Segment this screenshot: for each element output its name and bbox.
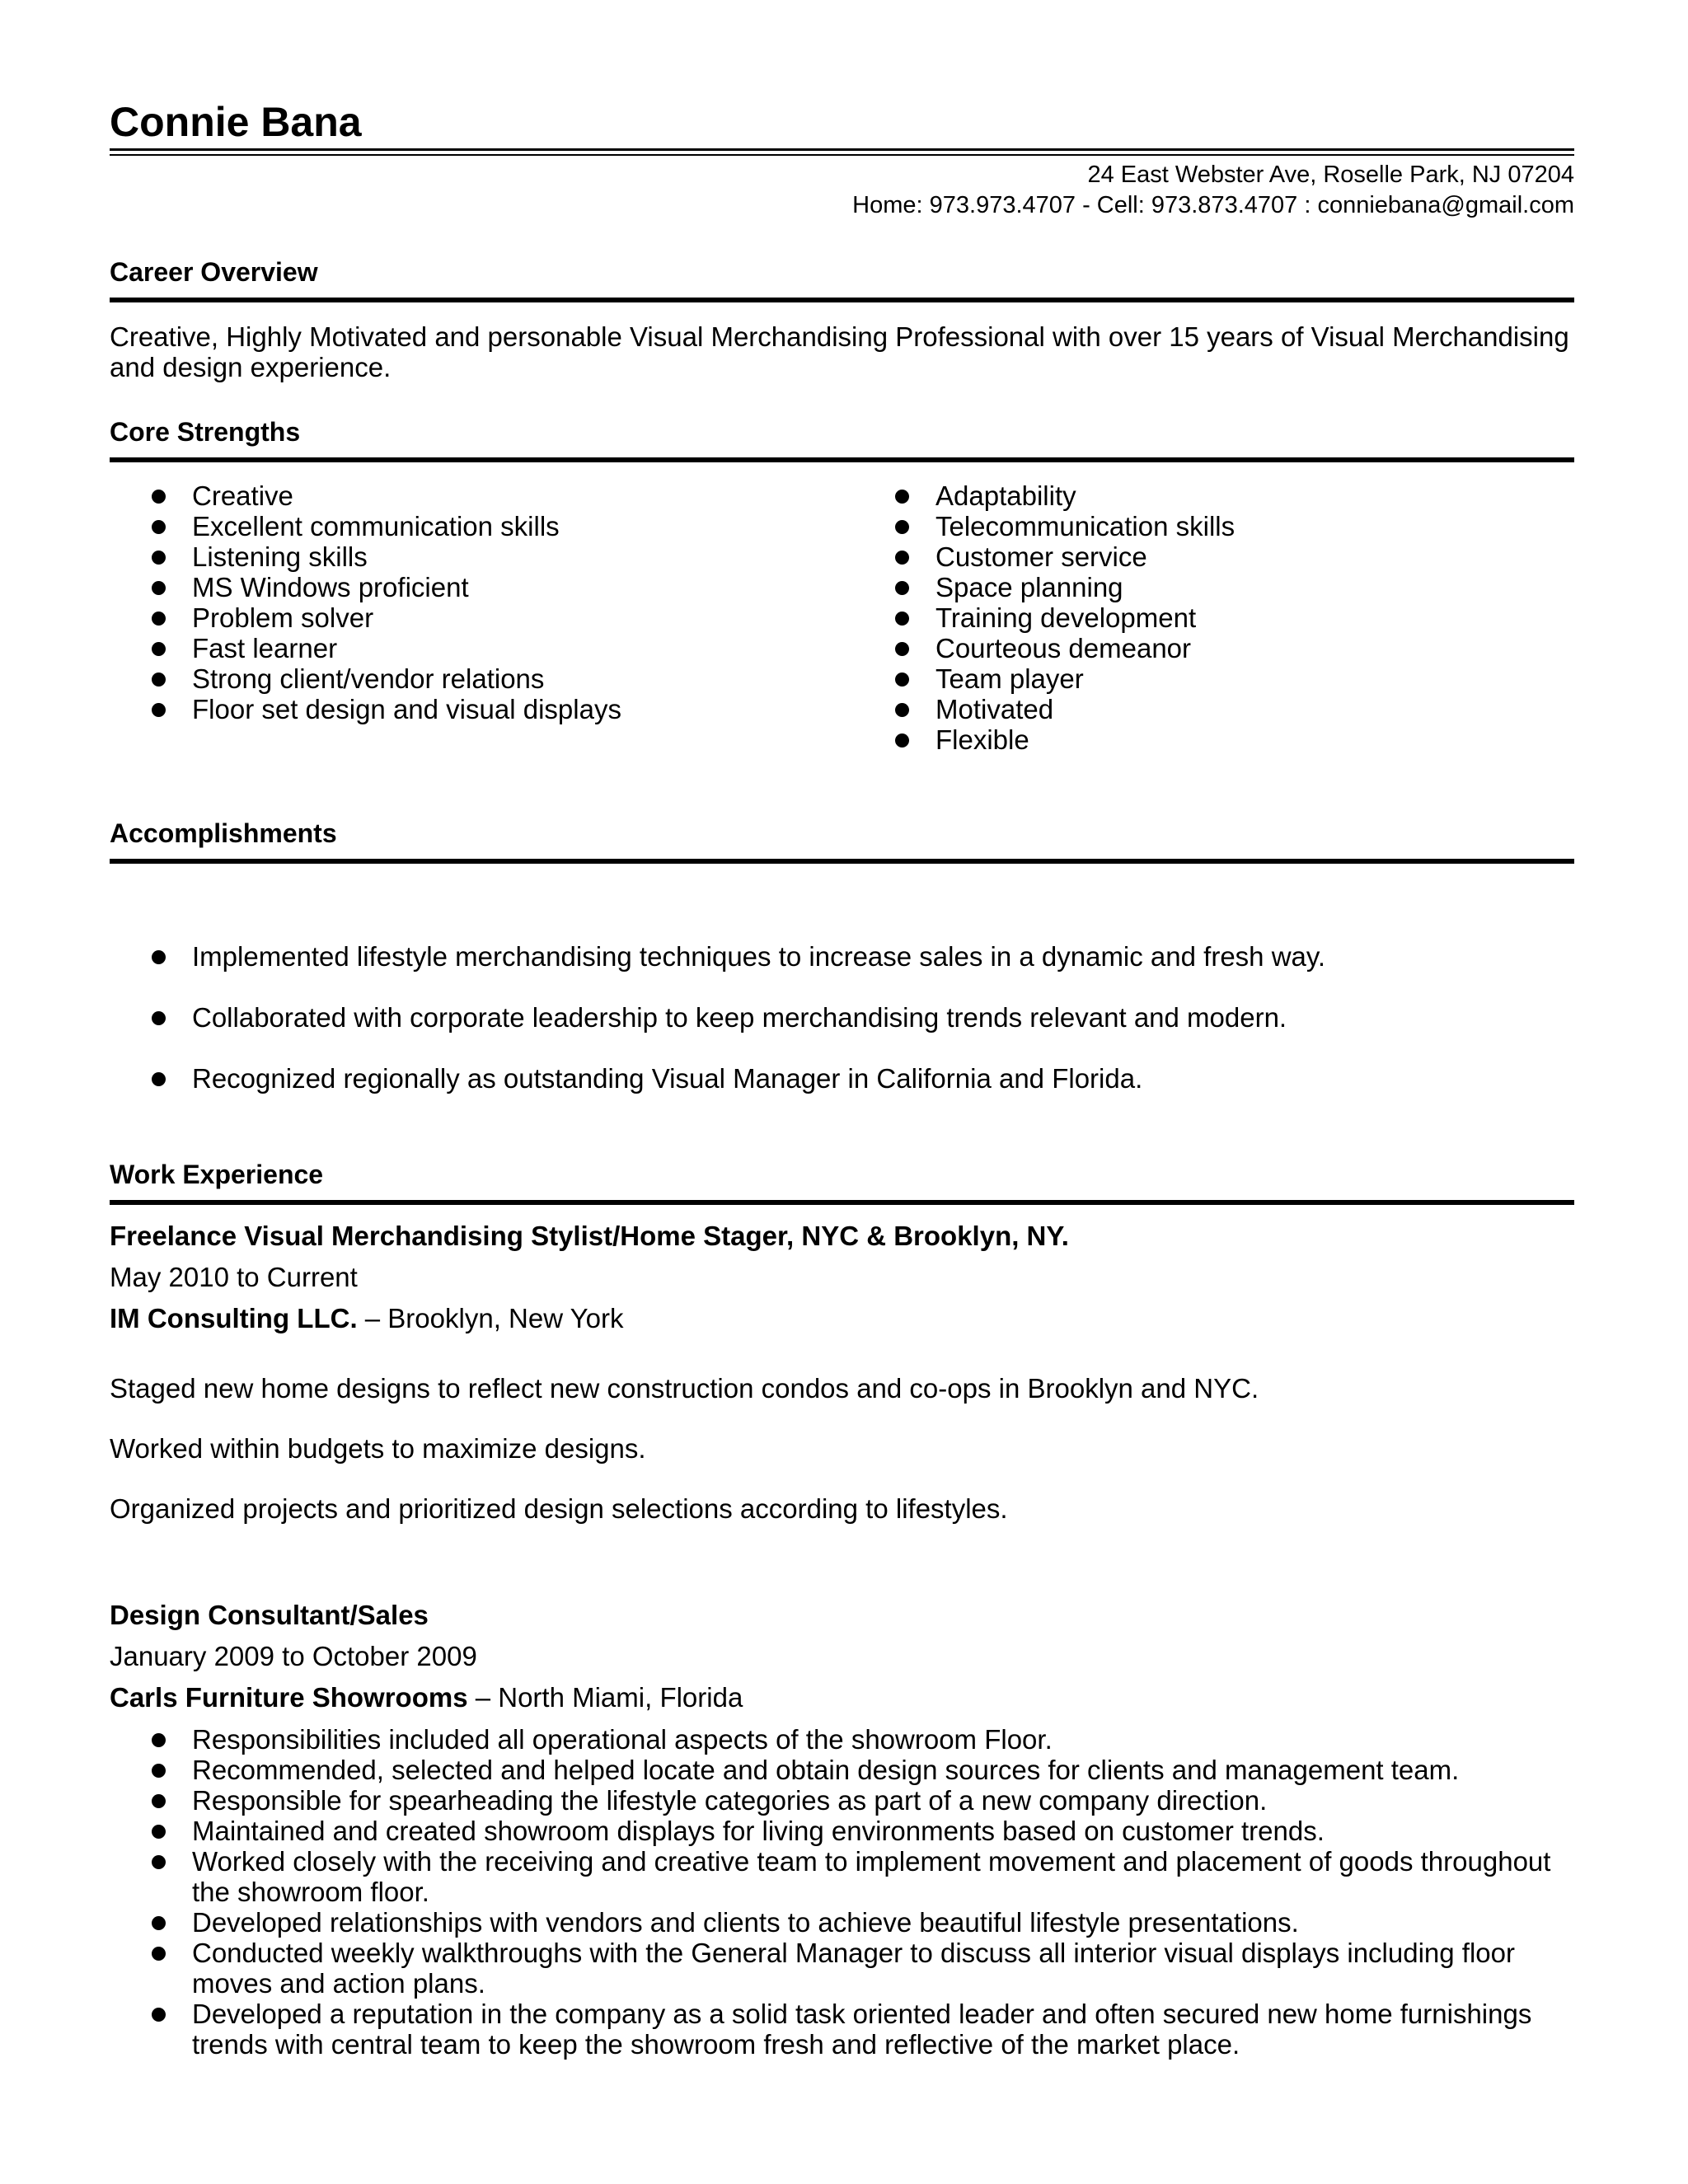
list-item: Courteous demeanor	[853, 633, 1570, 663]
address-line: 24 East Webster Ave, Roselle Park, NJ 07204	[1087, 162, 1574, 188]
list-item: Implemented lifestyle merchandising techniques to increase sales in a dynamic and fresh way.	[110, 941, 1574, 972]
list-item: Strong client/vendor relations	[110, 663, 835, 694]
list-item: Developed relationships with vendors and clients to achieve beautiful lifestyle presentations.	[110, 1907, 1573, 1938]
work-experience-heading: Work Experience	[110, 1160, 324, 1189]
list-item: Responsibilities included all operational aspects of the showroom Floor.	[110, 1724, 1573, 1755]
contact-block	[852, 160, 1574, 221]
list-item: Collaborated with corporate leadership to keep merchandising trends relevant and modern.	[110, 1002, 1574, 1033]
list-item: Creative	[110, 480, 835, 511]
job-title: Freelance Visual Merchandising Stylist/Home Stager, NYC & Brooklyn, NY.	[110, 1221, 1069, 1251]
company-name: IM Consulting LLC.	[110, 1303, 358, 1333]
list-item: Excellent communication skills	[110, 511, 835, 541]
list-item: Recommended, selected and helped locate and obtain design sources for clients and management team.	[110, 1755, 1573, 1785]
list-item: Responsible for spearheading the lifestyle categories as part of a new company direction.	[110, 1785, 1573, 1816]
career-overview-text: Creative, Highly Motivated and personable Visual Merchandising Professional with over 15 years of Visual Merchandising and design experience.	[110, 321, 1569, 382]
job-responsibilities-list	[110, 1724, 1573, 2060]
company-name: Carls Furniture Showrooms	[110, 1682, 468, 1713]
list-item: Training development	[853, 602, 1570, 633]
candidate-name: Connie Bana	[110, 99, 362, 145]
list-item: Conducted weekly walkthroughs with the General Manager to discuss all interior visual displays including floor moves and action plans.	[110, 1938, 1573, 1999]
list-item: Flexible	[853, 724, 1570, 755]
job-company	[110, 1681, 743, 1714]
job-title: Design Consultant/Sales	[110, 1600, 429, 1630]
accomplishments-heading: Accomplishments	[110, 818, 337, 848]
job-company	[110, 1302, 623, 1335]
career-overview-heading: Career Overview	[110, 257, 318, 287]
career-overview-rule	[110, 298, 1574, 302]
job-description-line: Organized projects and prioritized design selections according to lifestyles.	[110, 1493, 1008, 1524]
list-item: Maintained and created showroom displays for living environments based on customer trends.	[110, 1816, 1573, 1846]
core-strengths-rule	[110, 457, 1574, 462]
list-item: Fast learner	[110, 633, 835, 663]
list-item: Developed a reputation in the company as a solid task oriented leader and often secured new home furnishings trends with central team to keep the showroom fresh and reflective of the market place.	[110, 1999, 1573, 2060]
core-strengths-right-list	[853, 480, 1570, 755]
list-item: Listening skills	[110, 541, 835, 572]
list-item: Adaptability	[853, 480, 1570, 511]
list-item: Space planning	[853, 572, 1570, 602]
list-item: Customer service	[853, 541, 1570, 572]
accomplishments-rule	[110, 859, 1574, 864]
work-experience-rule	[110, 1200, 1574, 1205]
list-item: Recognized regionally as outstanding Visual Manager in California and Florida.	[110, 1063, 1574, 1094]
job-dates: January 2009 to October 2009	[110, 1641, 477, 1671]
list-item: Worked closely with the receiving and creative team to implement movement and placement of goods throughout the showroom floor.	[110, 1846, 1573, 1907]
accomplishments-list	[110, 941, 1574, 1124]
core-strengths-heading: Core Strengths	[110, 417, 301, 447]
job-description-line: Worked within budgets to maximize designs.	[110, 1433, 646, 1464]
contact-line: Home: 973.973.4707 - Cell: 973.873.4707 : conniebana@gmail.com	[852, 192, 1574, 218]
header-double-rule	[110, 148, 1574, 156]
list-item: Motivated	[853, 694, 1570, 724]
job-description-line: Staged new home designs to reflect new construction condos and co-ops in Brooklyn and NYC.	[110, 1373, 1259, 1404]
core-strengths-left-list	[110, 480, 835, 724]
job-dates: May 2010 to Current	[110, 1262, 358, 1292]
list-item: Floor set design and visual displays	[110, 694, 835, 724]
list-item: Telecommunication skills	[853, 511, 1570, 541]
company-location: – Brooklyn, New York	[357, 1303, 624, 1333]
list-item: Team player	[853, 663, 1570, 694]
list-item: Problem solver	[110, 602, 835, 633]
company-location: – North Miami, Florida	[467, 1682, 743, 1713]
list-item: MS Windows proficient	[110, 572, 835, 602]
